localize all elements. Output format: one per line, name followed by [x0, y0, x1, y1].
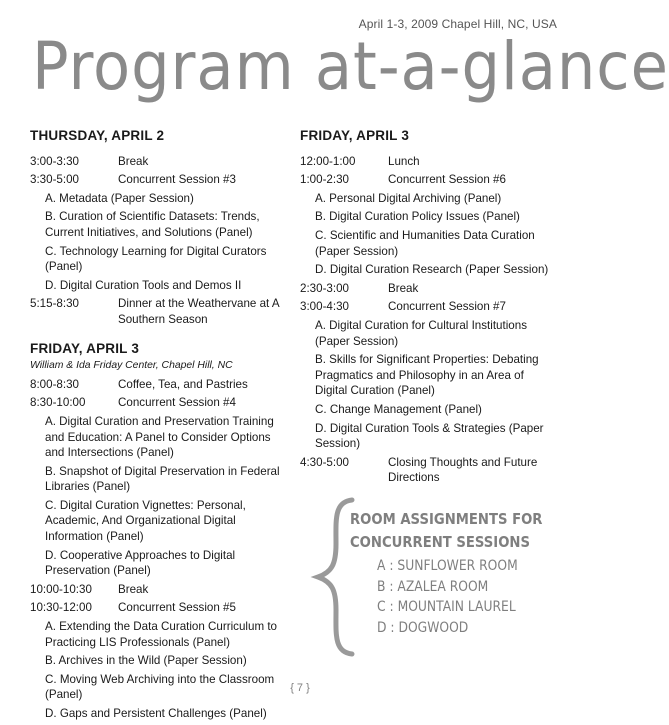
room-item: A : SUNFLOWER ROOM: [377, 558, 518, 574]
schedule-row: [300, 281, 550, 297]
session-item: A. Personal Digital Archiving (Panel): [315, 191, 502, 205]
venue-line: William & Ida Friday Center, Chapel Hill, NC: [30, 360, 233, 372]
rooms-title-line: CONCURRENT SESSIONS: [350, 533, 530, 551]
event-title: Coffee, Tea, and Pastries: [118, 377, 248, 391]
event-title: Concurrent Session #6: [388, 173, 506, 187]
right-column: [300, 124, 550, 489]
room-item: C : MOUNTAIN LAUREL: [377, 599, 516, 615]
session-item: C. Moving Web Archiving into the Classroom (Panel): [45, 672, 275, 702]
time-slot: 12:00-1:00: [300, 154, 356, 168]
time-slot: 3:00-4:30: [300, 300, 349, 314]
schedule-row: [30, 582, 280, 598]
session-item: A. Digital Curation and Preservation Training and Education: A Panel to Consider Options and Intersections (Panel): [45, 414, 274, 460]
thursday-heading: THURSDAY, APRIL 2: [30, 128, 165, 143]
session-item: C. Digital Curation Vignettes: Personal, Academic, And Organizational Digital Information (Panel): [45, 498, 246, 544]
rooms-title-line: ROOM ASSIGNMENTS FOR: [350, 510, 543, 528]
event-title: Concurrent Session #4: [118, 396, 236, 410]
schedule-row: [30, 600, 280, 616]
session-item: D. Digital Curation Research (Paper Session): [315, 263, 549, 277]
event-title: Concurrent Session #5: [118, 601, 236, 615]
schedule-row: [300, 154, 550, 170]
friday-heading: FRIDAY, APRIL 3: [300, 128, 410, 143]
schedule-row: [30, 296, 280, 327]
page-number: { 7 }: [290, 682, 310, 694]
event-title: Dinner at the Weathervane at A Southern Season: [118, 297, 279, 326]
event-title: Break: [118, 154, 149, 168]
session-item: B. Snapshot of Digital Preservation in Federal Libraries (Panel): [45, 464, 280, 494]
session-item: A. Extending the Data Curation Curriculum to Practicing LIS Professionals (Panel): [45, 620, 277, 649]
rooms-title: [350, 508, 542, 554]
session-item: B. Digital Curation Policy Issues (Panel): [315, 210, 520, 224]
session-item: D. Cooperative Approaches to Digital Preservation (Panel): [45, 548, 236, 578]
time-slot: 10:30-12:00: [30, 601, 92, 615]
time-slot: 10:00-10:30: [30, 582, 92, 596]
time-slot: 3:00-3:30: [30, 154, 79, 168]
left-column: [30, 124, 280, 725]
session-item: D. Digital Curation Tools and Demos II: [45, 278, 242, 292]
schedule-row: [300, 172, 550, 188]
session-item: C. Technology Learning for Digital Curators (Panel): [45, 244, 267, 274]
session-item: C. Change Management (Panel): [315, 402, 482, 416]
schedule-row: [30, 172, 280, 188]
event-title: Concurrent Session #7: [388, 300, 506, 314]
time-slot: 4:30-5:00: [300, 455, 349, 469]
time-slot: 1:00-2:30: [300, 173, 349, 187]
event-title: Break: [118, 582, 149, 596]
session-item: A. Metadata (Paper Session): [45, 191, 194, 205]
time-slot: 3:30-5:00: [30, 173, 79, 187]
time-slot: 8:00-8:30: [30, 377, 79, 391]
schedule-row: [30, 377, 280, 393]
session-item: B. Curation of Scientific Datasets: Trends, Current Initiatives, and Solutions (Panel): [45, 210, 260, 239]
event-title: Break: [388, 281, 419, 295]
time-slot: 2:30-3:00: [300, 281, 349, 295]
room-assignments: [312, 498, 582, 658]
schedule-row: [300, 455, 550, 486]
session-item: D. Digital Curation Tools & Strategies (Paper Session): [315, 421, 544, 451]
date-location: April 1-3, 2009 Chapel Hill, NC, USA: [358, 17, 557, 31]
session-item: B. Skills for Significant Properties: Debating Pragmatics and Philosophy in an Area of Digital Curation (Panel): [315, 353, 539, 398]
event-title: Lunch: [388, 154, 420, 168]
event-title: Closing Thoughts and Future Directions: [388, 455, 538, 485]
time-slot: 8:30-10:00: [30, 396, 86, 410]
session-item: B. Archives in the Wild (Paper Session): [45, 654, 247, 668]
room-item: D : DOGWOOD: [377, 619, 469, 636]
room-list: [377, 556, 518, 638]
event-title: Concurrent Session #3: [118, 173, 236, 187]
schedule-row: [30, 395, 280, 411]
schedule-row: [300, 299, 550, 315]
session-item: A. Digital Curation for Cultural Institutions (Paper Session): [315, 318, 527, 348]
schedule-row: [30, 154, 280, 170]
time-slot: 5:15-8:30: [30, 297, 79, 311]
session-item: C. Scientific and Humanities Data Curation (Paper Session): [315, 228, 535, 258]
room-item: B : AZALEA ROOM: [377, 578, 489, 595]
session-item: D. Gaps and Persistent Challenges (Panel): [45, 707, 267, 720]
page-title: Program at-a-glance: [32, 28, 669, 105]
friday-heading: FRIDAY, APRIL 3: [30, 340, 140, 356]
